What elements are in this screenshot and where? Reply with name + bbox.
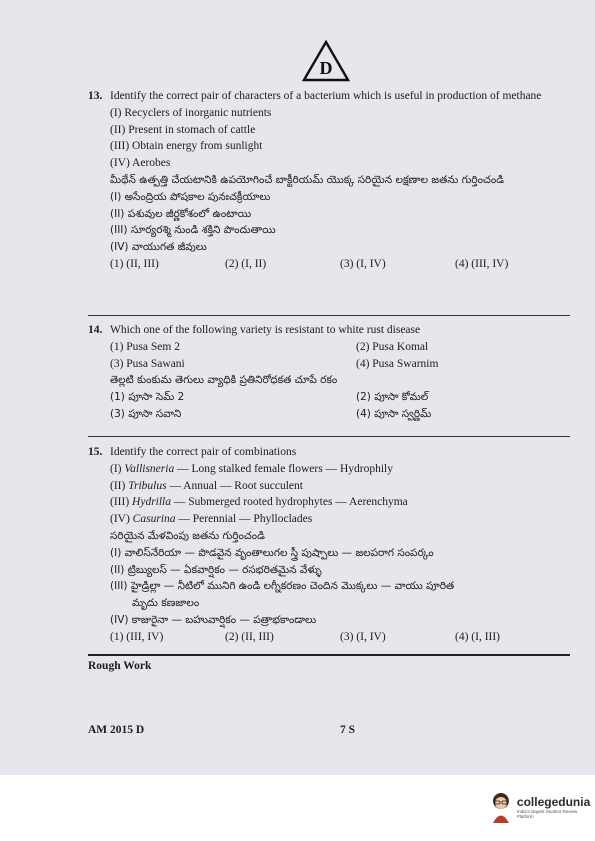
- question-15: [88, 444, 570, 646]
- option-1[interactable]: (1) Pusa Sem 2: [110, 340, 180, 353]
- item: (II) Tribulus — Annual — Root succulent: [110, 479, 303, 492]
- species-name: Hydrilla: [132, 496, 172, 509]
- option-4-telugu[interactable]: (4) పూసా స్వర్ణిమ్: [356, 407, 432, 420]
- item-telugu: (IV) వాయుగత జీవులు: [110, 241, 207, 254]
- page-number: 7 S: [340, 724, 356, 736]
- question-stem-telugu: మీథేన్ ఉత్పత్తి చేయటానికి ఉపయోగించే బాక్టీరియమ్ యొక్క సరియైన లక్షణాల జతను గుర్తించండి: [110, 173, 504, 186]
- answer-options: [110, 339, 570, 373]
- item: (III) Hydrilla — Submerged rooted hydrophytes — Aerenchyma: [110, 496, 408, 509]
- question-stem: Identify the correct pair of characters of a bacterium which is useful in production of methane: [110, 90, 542, 102]
- answer-options: [110, 256, 570, 273]
- option-2-telugu[interactable]: (2) పూసా కోమల్: [356, 391, 429, 404]
- logo-name: collegedunia: [516, 795, 591, 809]
- question-stem: Identify the correct pair of combinations: [110, 446, 297, 458]
- question-number: 15.: [88, 446, 103, 458]
- option-2[interactable]: (2) (I, II): [225, 257, 267, 270]
- option-3[interactable]: (3) (I, IV): [340, 630, 386, 643]
- option-4[interactable]: (4) Pusa Swarnim: [356, 357, 439, 370]
- species-name: Vallisneria: [124, 462, 175, 475]
- option-1-telugu[interactable]: (1) పూసా సెమ్ 2: [110, 391, 185, 404]
- question-stem-telugu: తెల్లటి కుంకుమ తెగులు వ్యాధికి ప్రతినిరోధకత చూపే రకం: [110, 374, 338, 387]
- species-name: Tribulus: [128, 479, 167, 492]
- question-13: [88, 88, 570, 273]
- divider: [88, 654, 570, 656]
- item: (IV) Aerobes: [110, 157, 171, 170]
- question-stem-telugu: సరియైన మేళవింపు జతను గుర్తించండి: [110, 529, 265, 542]
- item: (II) Present in stomach of cattle: [110, 123, 256, 136]
- series-triangle-icon: [302, 40, 350, 82]
- question-14: [88, 322, 570, 423]
- option-4[interactable]: (4) (III, IV): [455, 257, 509, 270]
- option-3[interactable]: (3) (I, IV): [340, 257, 386, 270]
- option-1[interactable]: (1) (III, IV): [110, 630, 164, 643]
- option-2[interactable]: (2) Pusa Komal: [356, 340, 429, 353]
- mascot-icon: [488, 790, 514, 824]
- option-1[interactable]: (1) (II, III): [110, 257, 159, 270]
- species-name: Casurina: [132, 513, 176, 526]
- logo-tagline: India's largest Student Review Platform: [516, 809, 578, 819]
- question-number: 14.: [88, 324, 103, 336]
- answer-options: [110, 629, 570, 646]
- item-telugu: (II) పశువుల జీర్ణకోశంలో ఉంటాయి: [110, 207, 252, 220]
- booklet-code: AM 2015 D: [88, 724, 145, 736]
- item-telugu: మృదు కణజాలం: [132, 597, 200, 610]
- item-telugu: (IV) కాజురైనా — బహువార్షికం — పత్రాభకాండాలు: [110, 613, 317, 626]
- item: (I) Vallisneria — Long stalked female flowers — Hydrophily: [110, 462, 393, 475]
- item: (III) Obtain energy from sunlight: [110, 140, 263, 153]
- item: (I) Recyclers of inorganic nutrients: [110, 106, 272, 119]
- option-4[interactable]: (4) (I, III): [455, 630, 501, 643]
- question-stem: Which one of the following variety is resistant to white rust disease: [110, 324, 421, 336]
- answer-options-telugu: [110, 389, 570, 423]
- rough-work-label: Rough Work: [88, 660, 152, 672]
- item: (IV) Casurina — Perennial — Phylloclades: [110, 513, 313, 526]
- item-telugu: (III) హైడ్రిల్లా — నీటిలో మునిగి ఉండి లగ్నీకరణం చెందిన మొక్కలు — వాయు పూరిత: [110, 580, 455, 593]
- divider: [88, 315, 570, 316]
- series-letter: D: [319, 58, 333, 78]
- collegedunia-logo: [488, 790, 595, 824]
- question-number: 13.: [88, 90, 103, 102]
- option-2[interactable]: (2) (II, III): [225, 630, 274, 643]
- item-telugu: (III) సూర్యరశ్మి నుండి శక్తిని పొందుతాయి: [110, 224, 276, 237]
- option-3-telugu[interactable]: (3) పూసా సవాని: [110, 407, 182, 420]
- option-3[interactable]: (3) Pusa Sawani: [110, 357, 185, 370]
- divider: [88, 436, 570, 437]
- item-telugu: (II) ట్రిబ్యులస్ — ఏకవార్షికం — రసభరితమైన వేళ్ళు: [110, 563, 322, 576]
- item-telugu: (I) అసేంద్రియ పోషకాల పునఃచక్రీయాలు: [110, 190, 271, 203]
- item-telugu: (I) వాలిస్‌నేరియా — పొడవైన వృంతాలుగల స్త్రీ పుష్పాలు — జలపరాగ సంపర్కం: [110, 546, 434, 559]
